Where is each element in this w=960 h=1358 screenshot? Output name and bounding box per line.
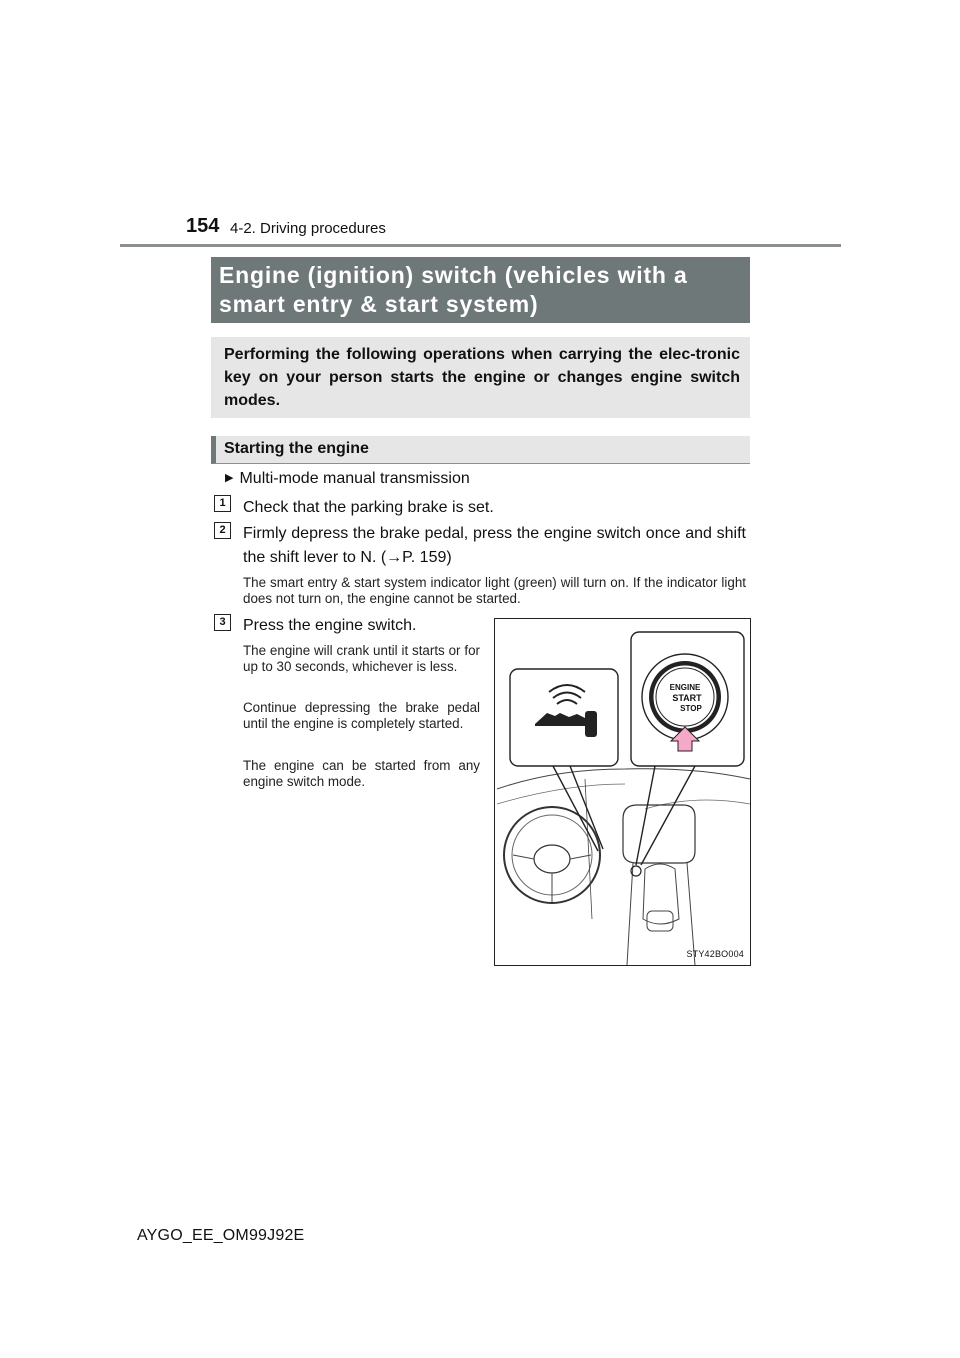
- step-number: 2: [214, 522, 231, 539]
- step-note: The engine can be started from any engine switch mode.: [243, 758, 480, 789]
- page-title: Engine (ignition) switch (vehicles with a smart entry & start system): [211, 257, 750, 323]
- step-number: 1: [214, 495, 231, 512]
- page-number: 154: [186, 215, 220, 237]
- button-label-engine: ENGINE: [669, 683, 701, 692]
- subsection-heading: Starting the engine: [211, 436, 750, 464]
- header-rule: [120, 244, 841, 247]
- section-header: 4-2. Driving procedures: [230, 220, 386, 237]
- step-note: Continue depressing the brake pedal until the engine is completely started.: [243, 700, 480, 731]
- step-note: The engine will crank until it starts or for up to 30 seconds, whichever is less.: [243, 643, 480, 674]
- document-footer: AYGO_EE_OM99J92E: [137, 1227, 305, 1244]
- bullet-text: Multi-mode manual transmission: [239, 470, 470, 487]
- figure-code: STY42BO004: [686, 949, 744, 959]
- intro-text: Performing the following operations when carrying the elec-tronic key on your person starts the engine or changes engine switch modes.: [211, 337, 750, 418]
- button-label-stop: STOP: [680, 704, 702, 713]
- button-label-start: START: [672, 693, 702, 703]
- triangle-bullet-icon: ▶: [225, 472, 234, 484]
- dashboard-illustration: [495, 619, 752, 967]
- step-text: Firmly depress the brake pedal, press the engine switch once and shift the shift lever to N. (→P. 159): [243, 525, 746, 566]
- step-note: The smart entry & start system indicator light (green) will turn on. If the indicator light does not turn on, the engine cannot be started.: [243, 575, 746, 606]
- step-number: 3: [214, 614, 231, 631]
- illustration-figure: [494, 618, 751, 966]
- bullet-item: [225, 470, 470, 488]
- step-text: Check that the parking brake is set.: [243, 499, 494, 516]
- step-text: Press the engine switch.: [243, 617, 417, 634]
